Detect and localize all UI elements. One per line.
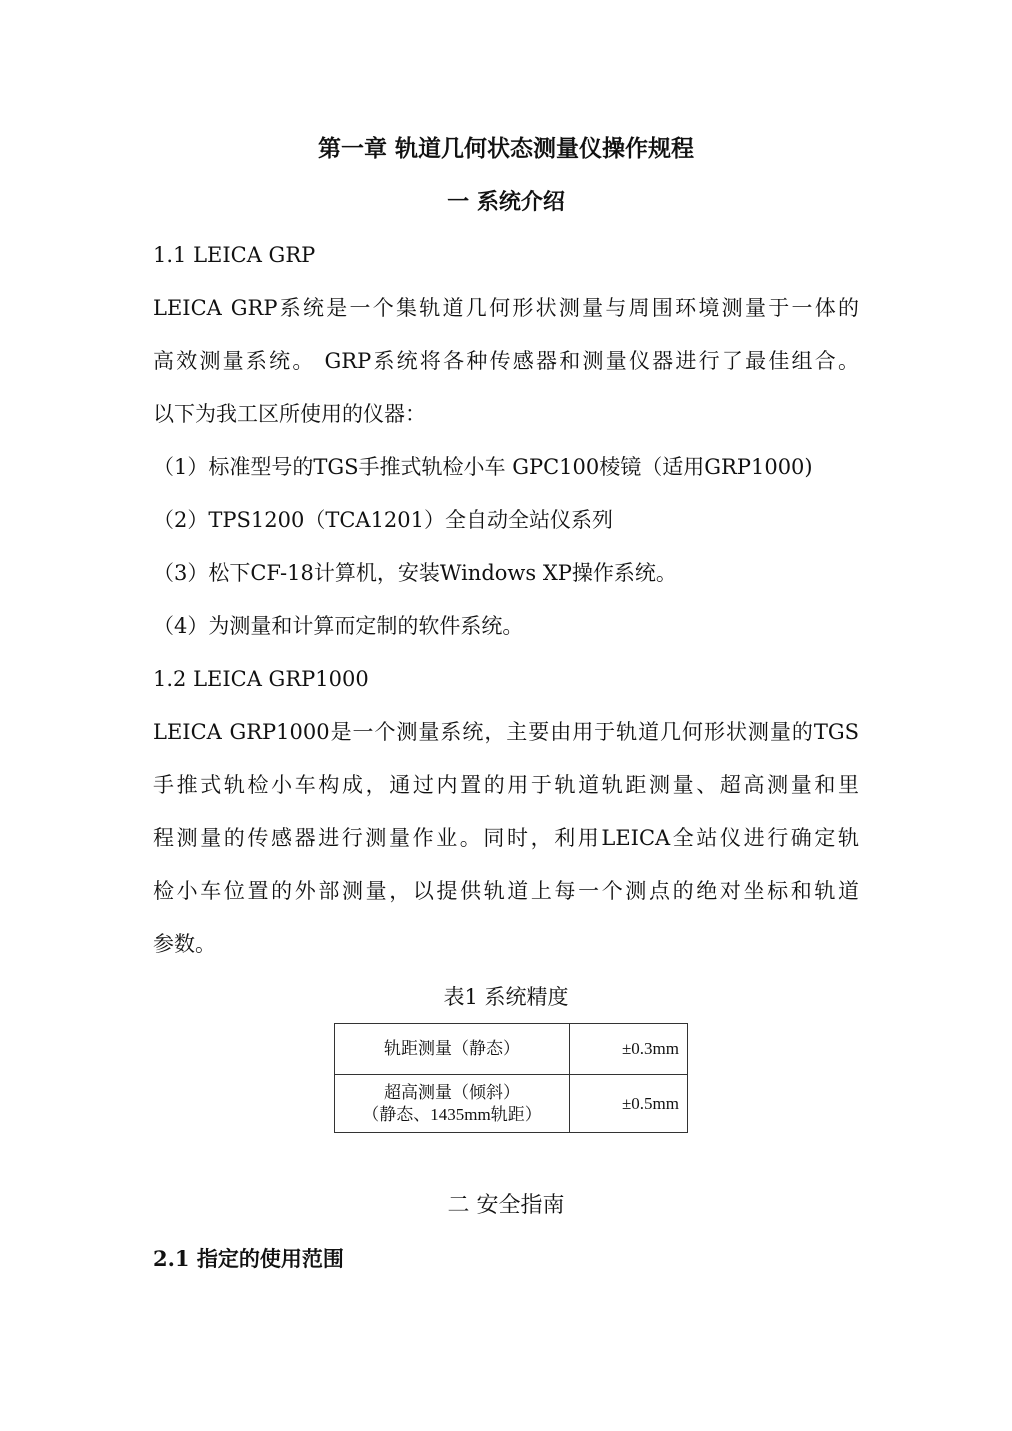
table-cell-value bbox=[570, 1075, 688, 1133]
paragraph-1-2-line-2: 手推式轨检小车构成，通过内置的用于轨道轨距测量、超高测量和里 bbox=[153, 773, 859, 797]
paragraph-1-2-line-3: 程测量的传感器进行测量作业。同时，利用LEICA全站仪进行确定轨 bbox=[153, 826, 859, 850]
row1-value: ±0.3mm bbox=[621, 1039, 679, 1058]
table-row bbox=[335, 1024, 688, 1075]
chapter-title: 第一章 轨道几何状态测量仪操作规程 bbox=[317, 135, 694, 162]
list-item-1: （1）标准型号的TGS手推式轨检小车 GPC100棱镜（适用GRP1000) bbox=[153, 455, 813, 479]
list-item-2: （2）TPS1200（TCA1201）全自动全站仪系列 bbox=[153, 508, 614, 532]
list-item-3: （3）松下CF-18计算机，安装Windows XP操作系统。 bbox=[153, 561, 677, 585]
table-cell-label bbox=[335, 1024, 570, 1075]
row2-label-line1: 超高测量（倾斜） bbox=[384, 1082, 520, 1102]
heading-1-2: 1.2 LEICA GRP1000 bbox=[153, 667, 369, 691]
table-cell-value bbox=[570, 1024, 688, 1075]
section-2-title: 二 安全指南 bbox=[447, 1193, 565, 1218]
list-item-4: （4）为测量和计算而定制的软件系统。 bbox=[153, 614, 524, 638]
paragraph-1-2-line-4: 检小车位置的外部测量，以提供轨道上每一个测点的绝对坐标和轨道 bbox=[153, 879, 859, 903]
table-cell-label bbox=[335, 1075, 570, 1133]
table-caption: 表1 系统精度 bbox=[443, 985, 569, 1009]
paragraph-1-1-line-3: 以下为我工区所使用的仪器： bbox=[153, 402, 426, 426]
paragraph-1-2-line-5: 参数。 bbox=[153, 932, 216, 956]
row2-value: ±0.5mm bbox=[621, 1093, 679, 1113]
heading-2-1: 2.1 指定的使用范围 bbox=[153, 1246, 344, 1271]
heading-1-1: 1.1 LEICA GRP bbox=[153, 243, 316, 267]
paragraph-1-1-line-2: 高效测量系统。 GRP系统将各种传感器和测量仪器进行了最佳组合。 bbox=[153, 349, 859, 373]
table-row bbox=[335, 1075, 688, 1133]
precision-table bbox=[334, 1023, 688, 1133]
paragraph-1-1-line-1: LEICA GRP系统是一个集轨道几何形状测量与周围环境测量于一体的 bbox=[153, 296, 859, 320]
section-1-title: 一 系统介绍 bbox=[447, 189, 565, 215]
row2-label-line2: （静态、1435mm轨距） bbox=[362, 1104, 542, 1124]
paragraph-1-2-line-1: LEICA GRP1000是一个测量系统，主要由用于轨道几何形状测量的TGS bbox=[153, 720, 859, 744]
row1-label: 轨距测量（静态） bbox=[384, 1039, 520, 1058]
